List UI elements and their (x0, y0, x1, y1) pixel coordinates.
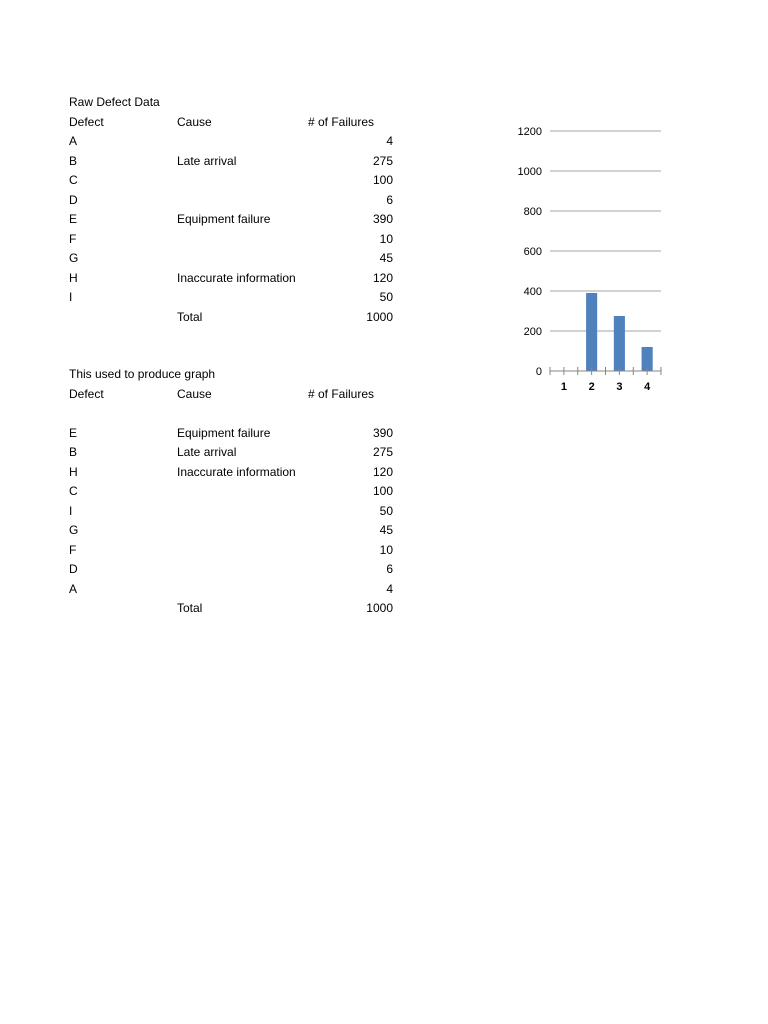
failures-cell: 120 (372, 464, 393, 479)
blank-row (69, 404, 399, 424)
failures-cell: 275 (372, 445, 393, 459)
header-cause: Cause (177, 114, 212, 129)
y-tick-label: 800 (523, 206, 542, 218)
x-tick-label: 2 (588, 381, 595, 393)
defect-cell: A (69, 134, 78, 148)
failures-cell: 6 (386, 562, 393, 576)
failures-cell: 10 (379, 542, 393, 557)
table-row (69, 443, 399, 463)
cause-cell: Equipment failure (177, 212, 271, 226)
failures-cell: 275 (372, 153, 393, 168)
table-row (69, 521, 399, 541)
failures-bar-chart (500, 118, 680, 408)
defect-cell: G (69, 523, 79, 537)
total-row (69, 599, 399, 619)
graph-table-title: This used to produce graph (69, 367, 216, 381)
table-row (69, 502, 399, 522)
table-row (69, 230, 399, 250)
defect-cell: D (69, 562, 78, 576)
defect-cell: B (69, 153, 78, 168)
y-tick-label: 1000 (517, 166, 542, 178)
defect-cell: C (69, 484, 78, 498)
table-row (69, 152, 399, 172)
total-row (69, 308, 399, 328)
header-defect: Defect (69, 386, 104, 401)
raw-table-title: Raw Defect Data (69, 95, 160, 109)
table-row (69, 210, 399, 230)
table-row (69, 288, 399, 308)
defect-cell: A (69, 581, 78, 596)
table-row (69, 580, 399, 600)
defect-cell: G (69, 251, 79, 265)
total-value: 1000 (366, 309, 393, 324)
table-row (69, 132, 399, 152)
failures-cell: 6 (386, 192, 393, 207)
table-row (69, 541, 399, 561)
cause-cell: Inaccurate information (177, 464, 296, 479)
table-row (69, 191, 399, 211)
header-failures: # of Failures (308, 386, 375, 401)
bar (586, 293, 597, 371)
defect-cell: I (69, 290, 73, 304)
defect-cell: F (69, 231, 77, 246)
failures-cell: 10 (379, 231, 393, 246)
defect-cell: F (69, 542, 77, 557)
failures-cell: 390 (372, 425, 393, 440)
y-tick-label: 0 (535, 366, 542, 378)
y-tick-label: 400 (523, 286, 542, 298)
defect-cell: I (69, 503, 73, 518)
failures-cell: 100 (372, 484, 393, 498)
total-value: 1000 (366, 601, 393, 615)
x-tick-label: 4 (644, 381, 651, 393)
graph-source-table (69, 365, 399, 619)
table-row (69, 482, 399, 502)
cause-cell: Inaccurate information (177, 270, 296, 285)
total-label: Total (177, 601, 203, 615)
failures-cell: 120 (372, 270, 393, 285)
failures-cell: 100 (372, 173, 393, 187)
failures-cell: 45 (379, 251, 393, 265)
header-defect: Defect (69, 114, 104, 129)
raw-defect-table (69, 93, 399, 327)
x-tick-label: 1 (560, 381, 567, 393)
defect-cell: C (69, 173, 78, 187)
table-row (69, 249, 399, 269)
table-row (69, 424, 399, 444)
bar (614, 316, 625, 371)
defect-cell: E (69, 212, 78, 226)
y-tick-label: 200 (523, 326, 542, 338)
defect-cell: B (69, 445, 78, 459)
y-tick-label: 600 (523, 246, 542, 258)
x-tick-label: 3 (616, 381, 623, 393)
defect-cell: E (69, 425, 78, 440)
y-tick-label: 1200 (517, 126, 542, 138)
header-cause: Cause (177, 386, 212, 401)
graph-table-header-row (69, 385, 399, 405)
table-row (69, 560, 399, 580)
defect-cell: H (69, 270, 78, 285)
failures-cell: 4 (386, 581, 393, 596)
defect-cell: D (69, 192, 78, 207)
failures-cell: 50 (379, 503, 393, 518)
table-row (69, 171, 399, 191)
cause-cell: Late arrival (177, 153, 237, 168)
raw-table-header-row (69, 113, 399, 133)
failures-cell: 4 (386, 134, 393, 148)
failures-cell: 45 (379, 523, 393, 537)
table-row (69, 269, 399, 289)
cause-cell: Equipment failure (177, 425, 271, 440)
table-row (69, 463, 399, 483)
defect-cell: H (69, 464, 78, 479)
failures-cell: 50 (379, 290, 393, 304)
failures-cell: 390 (372, 212, 393, 226)
header-failures: # of Failures (308, 114, 375, 129)
total-label: Total (177, 309, 203, 324)
cause-cell: Late arrival (177, 445, 237, 459)
